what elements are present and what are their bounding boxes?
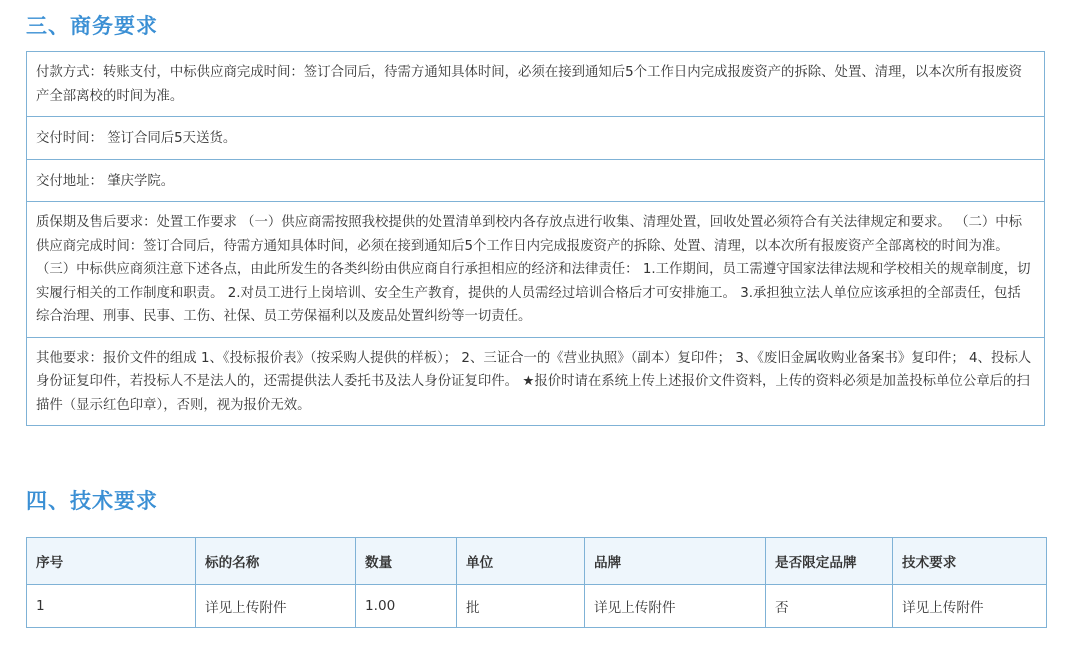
cell-index: 1 bbox=[27, 585, 196, 628]
header-tech-requirement: 技术要求 bbox=[893, 538, 1047, 585]
table-header-row bbox=[27, 538, 1047, 585]
other-requirements-row: 其他要求：报价文件的组成 1、《投标报价表》（按采购人提供的样板）； 2、三证合一的《营业执照》（副本）复印件； 3、《废旧金属收购业备案书》复印件； 4、投标人身份证复印件，若投标人不是法人的，还需提供法人委托书及法人身份证复印件。 ★报价时请在系统上传上述报价文件资料，上传的资料必须是加盖投标单位公章后的扫描件（显示红色印章），否则，视为报价无效。 bbox=[36, 350, 1032, 413]
cell-item-name: 详见上传附件 bbox=[196, 585, 356, 628]
delivery-time-row: 交付时间： 签订合同后5天送货。 bbox=[27, 117, 1044, 160]
cell-quantity: 1.00 bbox=[356, 585, 457, 628]
tech-section-title: 四、技术要求 bbox=[26, 488, 158, 513]
tech-requirements-table bbox=[26, 537, 1047, 628]
header-index: 序号 bbox=[27, 538, 196, 585]
table-row bbox=[27, 585, 1047, 628]
cell-brand: 详见上传附件 bbox=[585, 585, 766, 628]
header-quantity: 数量 bbox=[356, 538, 457, 585]
payment-method-row: 付款方式：转账支付，中标供应商完成时间：签订合同后，待需方通知具体时间，必须在接到通知后5个工作日内完成报废资产的拆除、处置、清理，以本次所有报废资产全部离校的时间为准。 bbox=[27, 52, 1044, 117]
business-section-title: 三、商务要求 bbox=[26, 13, 158, 38]
cell-brand-restricted: 否 bbox=[766, 585, 893, 628]
cell-unit: 批 bbox=[457, 585, 585, 628]
delivery-address-row: 交付地址： 肇庆学院。 bbox=[27, 160, 1044, 203]
warranty-aftersales-row: 质保期及售后要求：处置工作要求 （一）供应商需按照我校提供的处置清单到校内各存放点进行收集、清理处置，回收处置必须符合有关法律规定和要求。 （二）中标供应商完成时间：签订合同后，待需方通知具体时间，必须在接到通知后5个工作日内完成报废资产的拆除、处置、清理，以本次所有报废资产全部离校的时间为准。 （三）中标供应商须注意下述各点，由此所发生的各类纠纷由供应商自行承担相应的经济和法律责任： 1.工作期间，员工需遵守国家法律法规和学校相关的规章制度，切实履行相关的工作制度和职责。 2.对员工进行上岗培训、安全生产教育，提供的人员需经过培训合格后才可安排施工。 3.承担独立法人单位应该承担的全部责任，包括综合治理、刑事、民事、工伤、社保、员工劳保福利以及废品处置纠纷等一切责任。 bbox=[27, 202, 1044, 338]
header-brand: 品牌 bbox=[585, 538, 766, 585]
business-requirements-box bbox=[26, 51, 1045, 426]
cell-tech-requirement: 详见上传附件 bbox=[893, 585, 1047, 628]
header-unit: 单位 bbox=[457, 538, 585, 585]
header-brand-restricted: 是否限定品牌 bbox=[766, 538, 893, 585]
header-item-name: 标的名称 bbox=[196, 538, 356, 585]
